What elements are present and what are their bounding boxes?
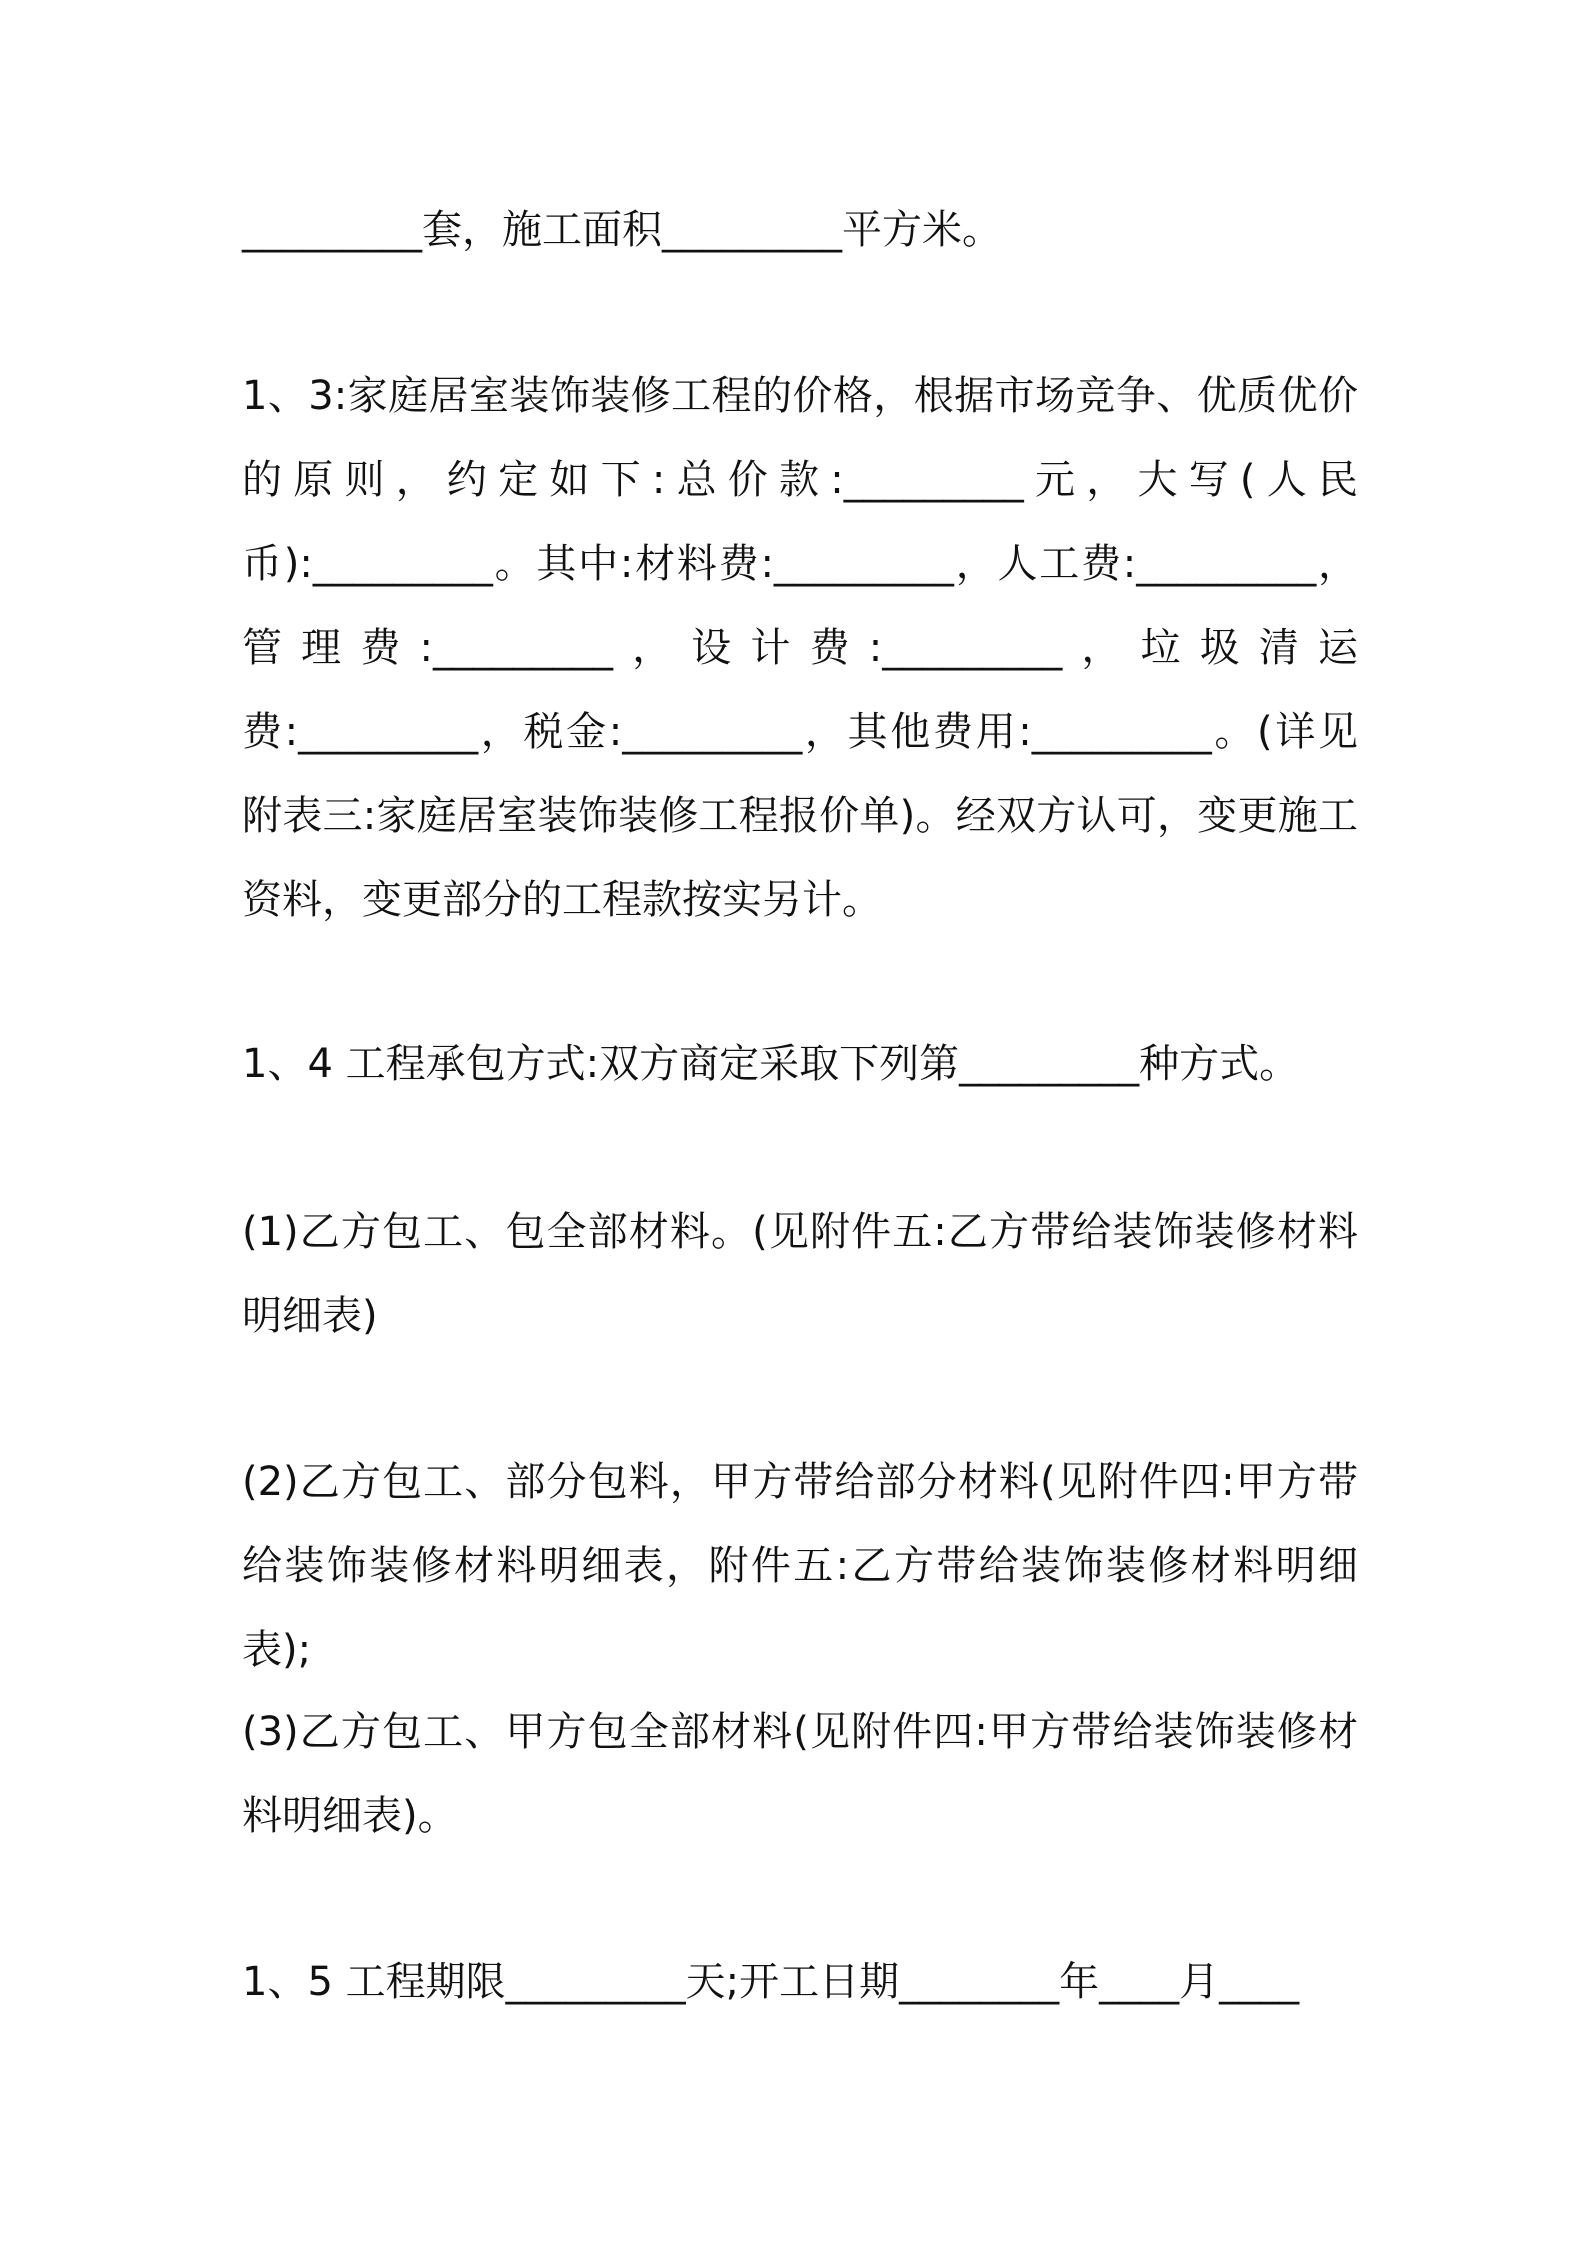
- paragraph-contract-method: 1、4 工程承包方式:双方商定采取下列第_________种方式。: [242, 1041, 1300, 1087]
- paragraph-option-3: (3)乙方包工、甲方包全部材料(见附件四:甲方带给装饰装修材料明细表)。: [242, 1709, 1358, 1839]
- paragraph-price: 1、3:家庭居室装饰装修工程的价格，根据市场竞争、优质优价的原则，约定如下:总价款:_________元，大写(人民币):_________。其中:材料费:_________，人工费:_________，管理费:_________，设计费:_________，垃圾清运费:_________，税金:_________，其他费用:_________。(详见附表三:家庭居室装饰装修工程报价单)。经双方认可，变更施工资料，变更部分的工程款按实另计。: [242, 373, 1358, 923]
- paragraph-option-1: (1)乙方包工、包全部材料。(见附件五:乙方带给装饰装修材料明细表): [242, 1209, 1358, 1339]
- paragraph-option-2: (2)乙方包工、部分包料，甲方带给部分材料(见附件四:甲方带给装饰装修材料明细表，附件五:乙方带给装饰装修材料明细表);: [242, 1459, 1358, 1673]
- paragraph-area: _________套，施工面积_________平方米。: [242, 207, 1002, 253]
- paragraph-duration: 1、5 工程期限_________天;开工日期________年____月____: [242, 1959, 1300, 2005]
